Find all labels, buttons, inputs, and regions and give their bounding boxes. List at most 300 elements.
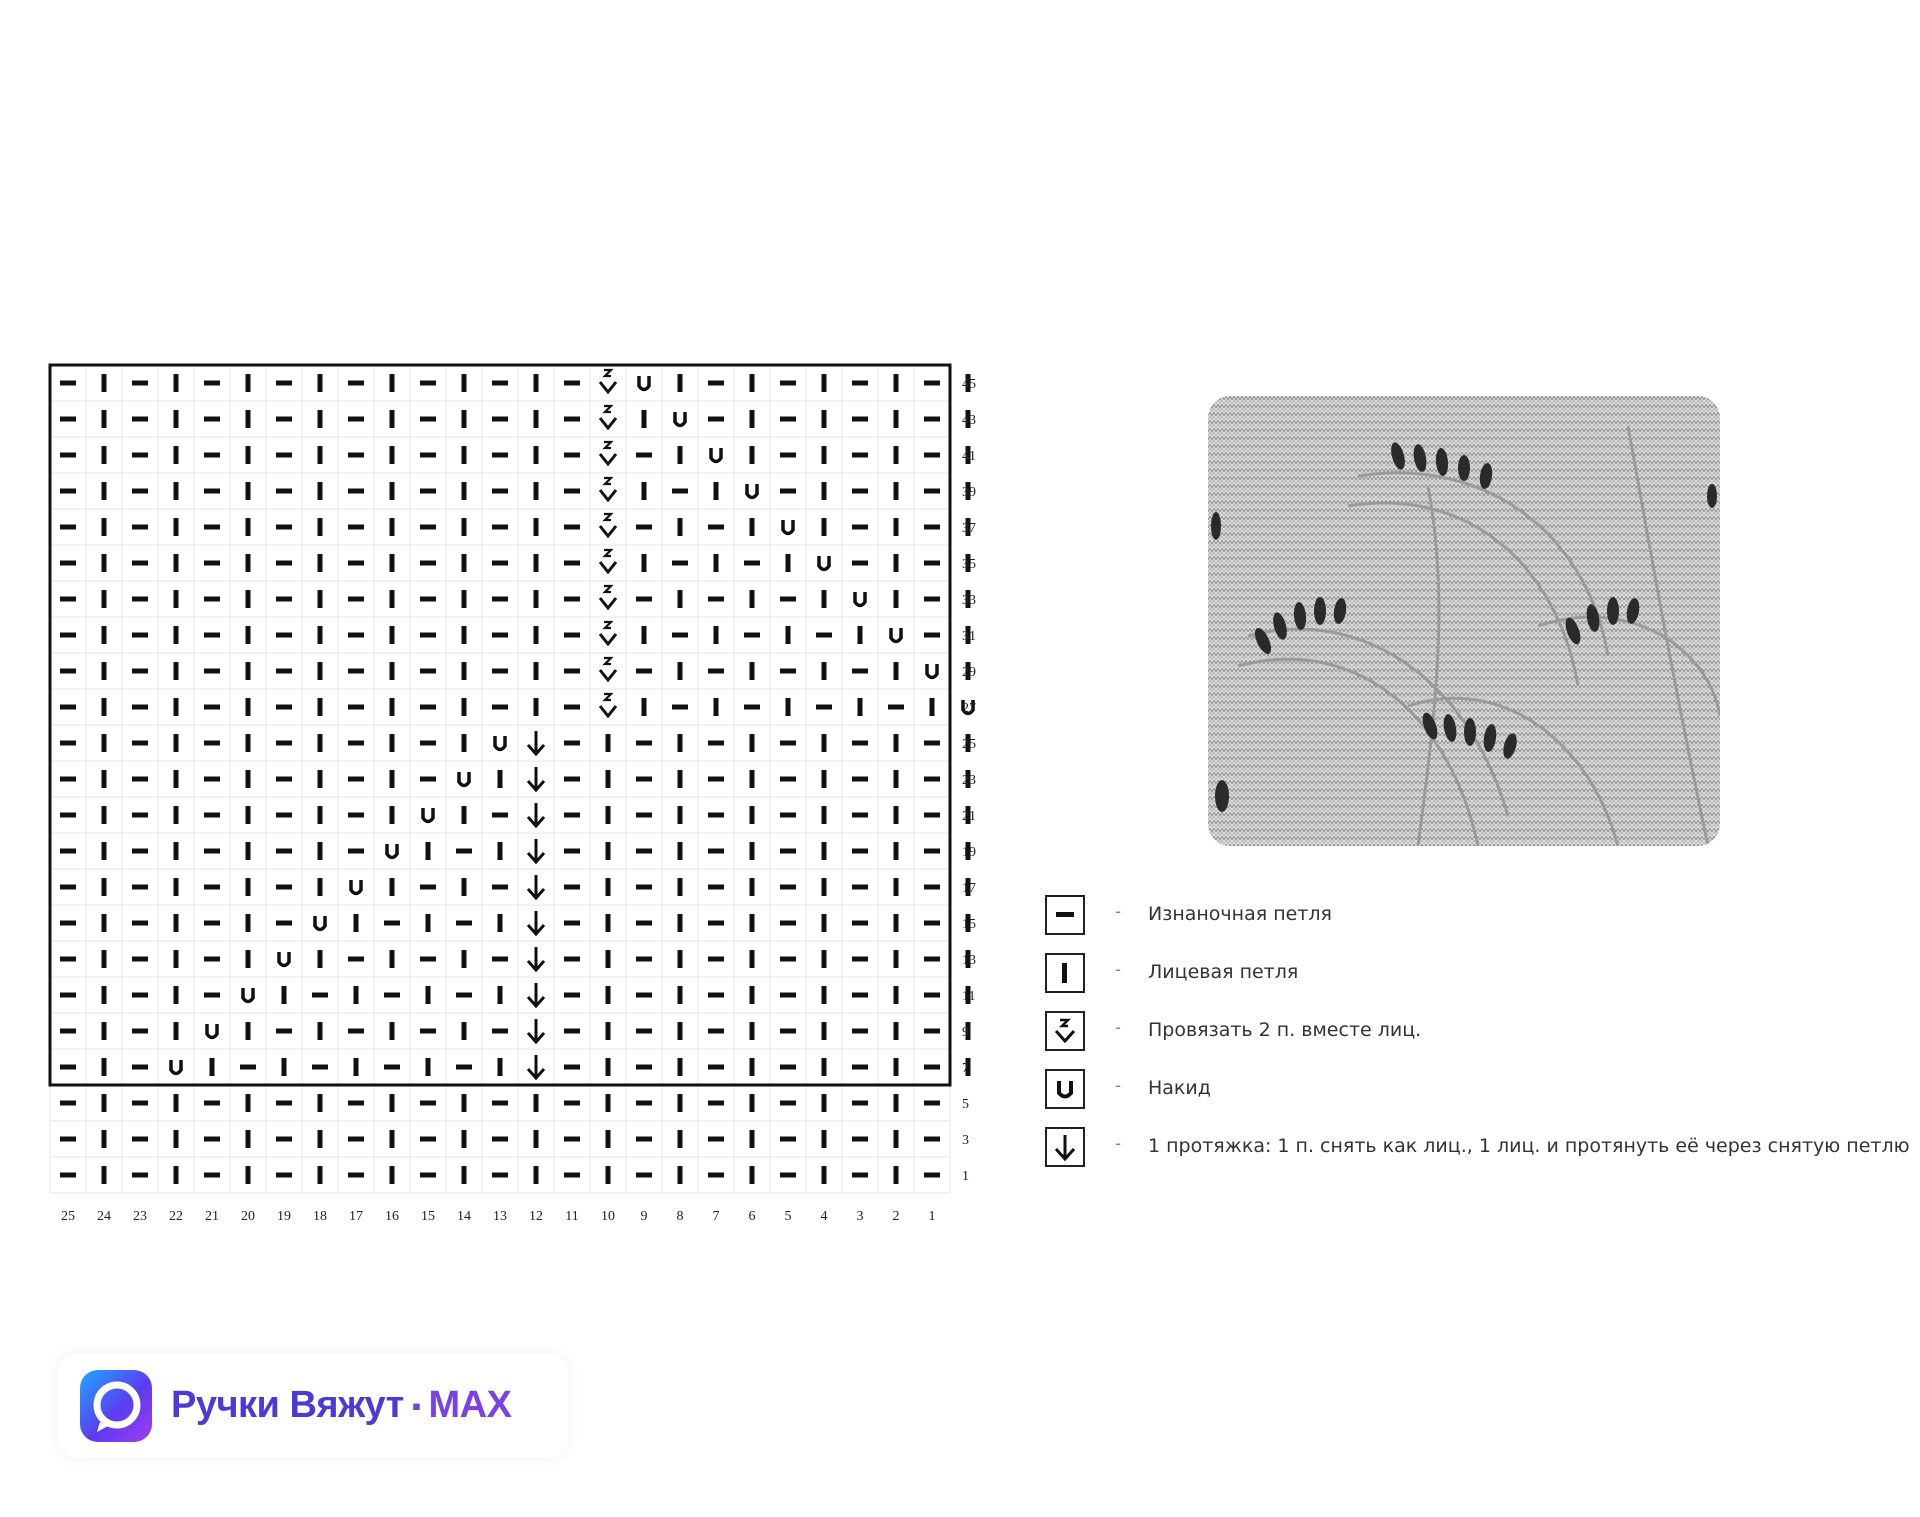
knit-symbol <box>246 1130 251 1148</box>
yarn-over-symbol <box>675 412 685 426</box>
purl-symbol <box>672 561 688 566</box>
purl-symbol <box>564 1101 580 1106</box>
row-number-label: 31 <box>962 629 976 644</box>
knit-symbol <box>498 770 503 788</box>
column-number-label: 21 <box>205 1209 219 1224</box>
row-number-label: 3 <box>962 1133 969 1148</box>
brand-platform: MAX <box>428 1384 512 1426</box>
knit-symbol <box>102 590 107 608</box>
column-number-label: 25 <box>61 1209 75 1224</box>
purl-symbol <box>924 921 940 926</box>
yarn-over-symbol <box>855 592 865 606</box>
purl-symbol <box>384 993 400 998</box>
knit-symbol <box>822 878 827 896</box>
knit-symbol <box>246 950 251 968</box>
purl-symbol <box>276 597 292 602</box>
knit-symbol <box>246 770 251 788</box>
purl-symbol <box>780 921 796 926</box>
knit-symbol <box>174 950 179 968</box>
purl-symbol <box>492 669 508 674</box>
purl-symbol <box>420 1137 436 1142</box>
knit-symbol <box>426 1058 431 1076</box>
yarn-over-symbol <box>927 664 937 678</box>
knit-symbol <box>318 950 323 968</box>
knit-symbol <box>714 554 719 572</box>
knit-symbol <box>462 734 467 752</box>
knit-symbol <box>750 914 755 932</box>
yarn-over-symbol <box>495 736 505 750</box>
purl-symbol <box>564 849 580 854</box>
knit-symbol <box>894 1166 899 1184</box>
legend-item-skp <box>1045 1127 1910 1173</box>
purl-symbol <box>672 705 688 710</box>
purl-symbol <box>60 597 76 602</box>
knit-symbol <box>102 734 107 752</box>
k2tog-symbol <box>604 658 611 664</box>
purl-symbol <box>636 1029 652 1034</box>
knit-symbol <box>102 662 107 680</box>
knit-symbol <box>174 482 179 500</box>
knit-symbol <box>390 662 395 680</box>
knit-symbol <box>678 1094 683 1112</box>
knit-symbol <box>678 1022 683 1040</box>
knit-symbol <box>894 950 899 968</box>
knit-symbol <box>894 662 899 680</box>
purl-symbol <box>564 1065 580 1070</box>
knit-symbol <box>822 410 827 428</box>
knit-symbol <box>318 662 323 680</box>
knit-symbol <box>894 518 899 536</box>
knit-symbol <box>714 626 719 644</box>
knit-symbol <box>822 914 827 932</box>
purl-symbol <box>60 1173 76 1178</box>
purl-symbol <box>276 1101 292 1106</box>
knit-symbol <box>534 590 539 608</box>
purl-symbol <box>204 957 220 962</box>
knit-symbol <box>102 626 107 644</box>
legend-item-purl <box>1045 895 1865 941</box>
knit-symbol <box>606 734 611 752</box>
purl-symbol <box>276 705 292 710</box>
knit-symbol <box>246 842 251 860</box>
purl-symbol <box>708 885 724 890</box>
purl-symbol <box>636 849 652 854</box>
knit-symbol <box>606 1130 611 1148</box>
knit-symbol <box>642 482 647 500</box>
row-number-label: 33 <box>962 593 976 608</box>
knit-symbol <box>750 374 755 392</box>
purl-symbol <box>60 813 76 818</box>
purl-symbol <box>636 525 652 530</box>
knit-symbol <box>678 1166 683 1184</box>
purl-symbol <box>384 1065 400 1070</box>
legend-label-skp: 1 протяжка: 1 п. снять как лиц., 1 лиц. и протянуть её через снятую петлю <box>1148 1135 1910 1157</box>
purl-symbol <box>132 1101 148 1106</box>
column-number-label: 24 <box>97 1209 111 1224</box>
purl-symbol <box>924 813 940 818</box>
purl-symbol <box>348 813 364 818</box>
purl-symbol <box>708 381 724 386</box>
purl-symbol <box>276 777 292 782</box>
purl-symbol <box>348 633 364 638</box>
column-number-label: 18 <box>313 1209 327 1224</box>
knit-symbol <box>318 698 323 716</box>
purl-symbol <box>348 777 364 782</box>
purl-symbol <box>924 1029 940 1034</box>
column-number-label: 15 <box>421 1209 435 1224</box>
purl-symbol <box>636 885 652 890</box>
knit-symbol <box>822 950 827 968</box>
purl-symbol <box>924 417 940 422</box>
purl-symbol <box>564 597 580 602</box>
purl-symbol <box>780 741 796 746</box>
legend-item-k2tog <box>1045 1011 1865 1057</box>
knit-symbol <box>750 446 755 464</box>
row-number-label: 43 <box>962 413 976 428</box>
purl-symbol <box>132 453 148 458</box>
knit-symbol <box>786 698 791 716</box>
column-number-label: 6 <box>748 1209 756 1224</box>
brand-title <box>171 1384 511 1427</box>
knit-symbol <box>174 590 179 608</box>
purl-symbol <box>852 1137 868 1142</box>
purl-symbol <box>924 561 940 566</box>
purl-symbol <box>924 633 940 638</box>
purl-symbol <box>744 633 760 638</box>
purl-symbol <box>60 1137 76 1142</box>
knit-symbol <box>318 806 323 824</box>
knit-symbol <box>174 446 179 464</box>
knit-symbol <box>174 878 179 896</box>
purl-symbol <box>348 525 364 530</box>
knit-symbol <box>642 626 647 644</box>
knit-symbol <box>894 914 899 932</box>
purl-symbol <box>492 489 508 494</box>
purl-symbol <box>276 813 292 818</box>
knit-symbol <box>750 1022 755 1040</box>
purl-symbol <box>708 993 724 998</box>
yarn-over-symbol <box>387 844 397 858</box>
knit-symbol <box>390 554 395 572</box>
purl-symbol <box>132 669 148 674</box>
purl-symbol <box>276 669 292 674</box>
purl-symbol <box>564 921 580 926</box>
row-number-label: 11 <box>962 989 976 1004</box>
purl-symbol <box>348 1101 364 1106</box>
knit-symbol <box>894 770 899 788</box>
purl-symbol <box>636 1173 652 1178</box>
purl-symbol <box>204 885 220 890</box>
row-number-label: 9 <box>962 1025 969 1040</box>
purl-symbol <box>348 669 364 674</box>
knit-symbol <box>174 1022 179 1040</box>
yarn-over-symbol <box>747 484 757 498</box>
purl-symbol <box>924 453 940 458</box>
purl-symbol <box>780 1137 796 1142</box>
purl-symbol <box>420 597 436 602</box>
brand-badge[interactable] <box>58 1354 568 1458</box>
knit-symbol <box>822 446 827 464</box>
knit-symbol <box>462 878 467 896</box>
knit-symbol <box>174 734 179 752</box>
k2tog-symbol <box>604 406 611 412</box>
knit-symbol <box>354 914 359 932</box>
k2tog-symbol <box>604 478 611 484</box>
knit-symbol <box>246 662 251 680</box>
purl-symbol <box>60 561 76 566</box>
knit-symbol <box>534 482 539 500</box>
purl-symbol <box>924 957 940 962</box>
knit-symbol <box>498 1058 503 1076</box>
knit-symbol <box>822 374 827 392</box>
purl-symbol <box>60 417 76 422</box>
purl-symbol <box>852 417 868 422</box>
purl-symbol <box>420 417 436 422</box>
purl-symbol <box>672 633 688 638</box>
purl-symbol <box>744 705 760 710</box>
purl-symbol <box>348 453 364 458</box>
purl-symbol <box>924 849 940 854</box>
purl-symbol <box>924 489 940 494</box>
knit-symbol <box>174 518 179 536</box>
purl-symbol <box>852 489 868 494</box>
knit-symbol <box>102 1022 107 1040</box>
purl-symbol <box>348 381 364 386</box>
purl-symbol <box>456 1065 472 1070</box>
purl-symbol <box>924 1137 940 1142</box>
purl-symbol <box>276 489 292 494</box>
knit-symbol <box>822 1130 827 1148</box>
column-number-label: 16 <box>385 1209 399 1224</box>
knit-symbol <box>174 698 179 716</box>
knit-symbol <box>678 662 683 680</box>
purl-symbol <box>780 669 796 674</box>
row-number-label: 23 <box>962 773 976 788</box>
purl-symbol <box>492 957 508 962</box>
purl-symbol <box>492 1173 508 1178</box>
knit-symbol <box>246 518 251 536</box>
knit-symbol <box>318 482 323 500</box>
knit-symbol <box>750 662 755 680</box>
row-number-label: 19 <box>962 845 976 860</box>
k2tog-symbol <box>600 418 616 428</box>
knit-symbol <box>102 770 107 788</box>
yarn-over-symbol-icon <box>1045 1069 1085 1109</box>
k2tog-symbol <box>600 706 616 716</box>
brand-separator: ▪ <box>411 1391 421 1422</box>
purl-symbol <box>276 561 292 566</box>
knit-symbol <box>714 482 719 500</box>
knit-symbol <box>246 1166 251 1184</box>
purl-symbol <box>492 561 508 566</box>
purl-symbol <box>204 381 220 386</box>
purl-symbol <box>132 1137 148 1142</box>
knit-symbol <box>390 878 395 896</box>
knit-symbol <box>678 446 683 464</box>
purl-symbol <box>60 993 76 998</box>
purl-symbol <box>132 1173 148 1178</box>
purl-symbol <box>420 777 436 782</box>
purl-symbol <box>564 993 580 998</box>
yarn-over-symbol <box>639 376 649 390</box>
purl-symbol <box>492 597 508 602</box>
purl-symbol <box>852 777 868 782</box>
knit-symbol <box>858 698 863 716</box>
legend-label-purl: Изнаночная петля <box>1148 903 1332 925</box>
knit-symbol <box>390 770 395 788</box>
knit-symbol <box>210 1058 215 1076</box>
knit-symbol <box>462 374 467 392</box>
purl-symbol <box>132 525 148 530</box>
knit-symbol <box>462 698 467 716</box>
knit-symbol <box>174 1166 179 1184</box>
knit-symbol <box>786 554 791 572</box>
knit-symbol <box>750 986 755 1004</box>
knit-symbol <box>822 806 827 824</box>
purl-symbol <box>492 813 508 818</box>
knit-symbol <box>102 554 107 572</box>
knit-symbol <box>246 914 251 932</box>
yarn-over-symbol <box>711 448 721 462</box>
column-number-label: 5 <box>784 1209 792 1224</box>
knit-symbol <box>822 770 827 788</box>
purl-symbol <box>276 633 292 638</box>
purl-symbol <box>348 1173 364 1178</box>
purl-symbol <box>204 561 220 566</box>
purl-symbol <box>132 417 148 422</box>
purl-symbol <box>456 849 472 854</box>
row-number-label: 27 <box>962 701 976 716</box>
knit-symbol <box>750 806 755 824</box>
k2tog-symbol <box>604 370 611 376</box>
knit-symbol <box>462 1094 467 1112</box>
purl-symbol <box>204 1137 220 1142</box>
purl-symbol <box>132 1029 148 1034</box>
knit-symbol <box>390 410 395 428</box>
row-number-label: 29 <box>962 665 976 680</box>
purl-symbol <box>204 417 220 422</box>
purl-symbol <box>636 597 652 602</box>
knit-symbol <box>174 914 179 932</box>
purl-symbol <box>348 1029 364 1034</box>
purl-symbol <box>636 993 652 998</box>
knit-symbol <box>678 842 683 860</box>
knit-symbol <box>390 590 395 608</box>
purl-symbol <box>708 741 724 746</box>
knit-symbol <box>462 410 467 428</box>
purl-symbol <box>564 381 580 386</box>
purl-symbol <box>204 813 220 818</box>
column-number-label: 23 <box>133 1209 147 1224</box>
knit-symbol <box>714 698 719 716</box>
column-number-label: 14 <box>457 1209 471 1224</box>
purl-symbol <box>564 489 580 494</box>
knitted-swatch-photo <box>1208 396 1720 846</box>
purl-symbol <box>456 921 472 926</box>
purl-symbol <box>564 1029 580 1034</box>
purl-symbol <box>564 777 580 782</box>
row-number-label: 41 <box>962 449 976 464</box>
purl-symbol <box>924 993 940 998</box>
knit-symbol <box>606 1058 611 1076</box>
k2tog-symbol <box>600 562 616 572</box>
purl-symbol <box>564 525 580 530</box>
knit-symbol <box>102 878 107 896</box>
purl-symbol <box>60 633 76 638</box>
purl-symbol <box>780 993 796 998</box>
purl-symbol <box>852 921 868 926</box>
knit-symbol <box>894 878 899 896</box>
knit-symbol <box>390 446 395 464</box>
purl-symbol <box>60 525 76 530</box>
k2tog-symbol <box>604 550 611 556</box>
knit-symbol <box>246 374 251 392</box>
knit-symbol <box>390 1094 395 1112</box>
legend-dash: - <box>1115 1075 1121 1095</box>
knit-symbol <box>462 1130 467 1148</box>
knit-symbol <box>822 482 827 500</box>
knit-symbol <box>318 446 323 464</box>
knit-symbol <box>246 410 251 428</box>
knit-symbol <box>678 914 683 932</box>
knit-symbol <box>174 986 179 1004</box>
knit-symbol <box>174 410 179 428</box>
purl-symbol <box>204 705 220 710</box>
knit-symbol <box>750 1094 755 1112</box>
purl-symbol <box>780 1173 796 1178</box>
knit-symbol <box>102 410 107 428</box>
purl-symbol <box>924 1173 940 1178</box>
knit-symbol <box>534 1166 539 1184</box>
purl-symbol <box>276 1137 292 1142</box>
purl-symbol <box>780 1029 796 1034</box>
knit-symbol <box>318 374 323 392</box>
knit-symbol <box>102 1166 107 1184</box>
purl-symbol <box>780 885 796 890</box>
purl-symbol <box>636 1065 652 1070</box>
knit-symbol <box>462 518 467 536</box>
purl-symbol <box>420 741 436 746</box>
k2tog-symbol <box>604 694 611 700</box>
knit-symbol <box>102 842 107 860</box>
knit-symbol-icon <box>1045 953 1085 993</box>
purl-symbol <box>420 885 436 890</box>
purl-symbol <box>708 1173 724 1178</box>
knit-symbol <box>750 590 755 608</box>
k2tog-symbol <box>604 622 611 628</box>
purl-symbol <box>564 453 580 458</box>
yarn-over-symbol <box>819 556 829 570</box>
knit-symbol <box>318 1130 323 1148</box>
purl-symbol <box>132 885 148 890</box>
purl-symbol <box>204 525 220 530</box>
row-number-label: 1 <box>962 1169 969 1184</box>
knit-symbol <box>174 806 179 824</box>
knit-symbol <box>318 1166 323 1184</box>
knit-symbol <box>462 554 467 572</box>
knit-symbol <box>354 1058 359 1076</box>
purl-symbol <box>744 561 760 566</box>
column-number-label: 17 <box>349 1209 363 1224</box>
purl-symbol <box>708 597 724 602</box>
purl-symbol <box>852 1065 868 1070</box>
knit-symbol <box>894 986 899 1004</box>
purl-symbol <box>492 705 508 710</box>
purl-symbol <box>852 381 868 386</box>
purl-symbol <box>60 705 76 710</box>
knit-symbol <box>534 1130 539 1148</box>
knit-symbol <box>246 446 251 464</box>
